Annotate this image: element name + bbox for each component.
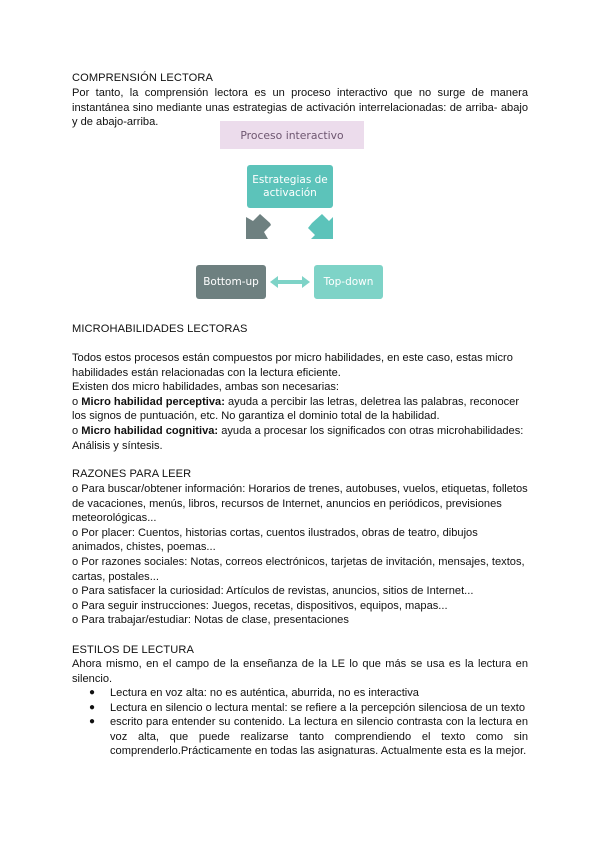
diagram-left-node: Bottom-up [196,265,266,299]
razones-list [72,482,528,628]
comprension-intro: Por tanto, la comprensión lectora es un proceso interactivo que no surge de manera instantánea sino mediante unas estrategias de activación interrelacionadas: de arriba- abajo y de abajo-arriba. [72,87,528,129]
list-item: o Para satisfacer la curiosidad: Artículos de revistas, anuncios, sitios de Internet... [72,585,474,598]
section-heading-comprension: COMPRENSIÓN LECTORA [72,72,214,84]
micro-item-term: Micro habilidad perceptiva: [81,395,225,408]
list-item [72,715,528,759]
micro-body [72,351,528,453]
section-heading-estilos: ESTILOS DE LECTURA [72,644,195,656]
process-diagram [190,121,400,306]
micro-paragraph-2: Existen dos micro habilidades, ambas son necesarias: [72,381,340,394]
diagram-title: Proceso interactivo [220,121,364,149]
arrow-down-right-icon [308,214,333,239]
bullet-icon: ● [89,701,96,713]
bullet-text: Lectura en silencio o lectura mental: se refiere a la percepción silenciosa de un texto [110,701,526,714]
micro-item-marker: o [72,424,82,437]
micro-item-marker: o [72,395,82,408]
list-item: o Por placer: Cuentos, historias cortas, cuentos ilustrados, obras de teatro, dibujos animados, chistes, poemas... [72,526,478,554]
list-item: o Para buscar/obtener información: Horarios de trenes, autobuses, vuelos, etiquetas, folletos de vacaciones, menús, libros, recursos de Internet, anuncios en periódicos, previsiones meteorológicas... [72,483,528,525]
micro-item-term: Micro habilidad cognitiva: [81,424,219,437]
bullet-icon: ● [89,687,96,698]
estilos-intro: Ahora mismo, en el campo de la enseñanza de la LE lo que más se usa es la lectura en silencio. [72,658,528,685]
list-item [72,686,528,701]
list-item: o Para seguir instrucciones: Juegos, recetas, dispositivos, equipos, mapas... [72,599,448,612]
bullet-text: escrito para entender su contenido. La lectura en silencio contrasta con la lectura en voz alta, que puede realizarse tanto comprendiendo el texto como sin comprenderlo.Prácticamente en todas las asignaturas. Actualmente esta es la mejor. [110,716,528,758]
list-item: o Por razones sociales: Notas, correos electrónicos, tarjetas de invitación, mensajes, textos, cartas, postales... [72,555,525,583]
micro-item-text: ayuda a percibir las letras, deletrea las palabras, reconocer los signos de puntuación, etc. No garantiza el dominio total de la habilidad. [72,395,520,423]
micro-paragraph-1: Todos estos procesos están compuestos por micro habilidades, en este caso, estas micro habilidades están relacionadas con la lectura eficiente. [72,352,513,379]
list-item: o Para trabajar/estudiar: Notas de clase, presentaciones [72,614,349,627]
micro-item-text: ayuda a procesar los significados con otras microhabilidades: Análisis y síntesis. [72,424,524,452]
estilos-bullets [72,686,528,759]
micro-item-cognitiva [72,424,528,453]
double-arrow-icon [270,276,310,288]
diagram-right-node: Top-down [314,265,383,299]
bullet-text: Lectura en voz alta: no es auténtica, aburrida, no es interactiva [110,687,419,699]
diagram-center-node: Estrategias de activación [247,165,333,208]
micro-item-perceptiva [72,395,528,424]
list-item [72,701,528,716]
arrow-down-left-icon [246,214,271,239]
section-heading-micro: MICROHABILIDADES LECTORAS [72,323,248,335]
section-heading-razones: RAZONES PARA LEER [72,468,192,480]
bullet-icon: ● [89,716,96,728]
